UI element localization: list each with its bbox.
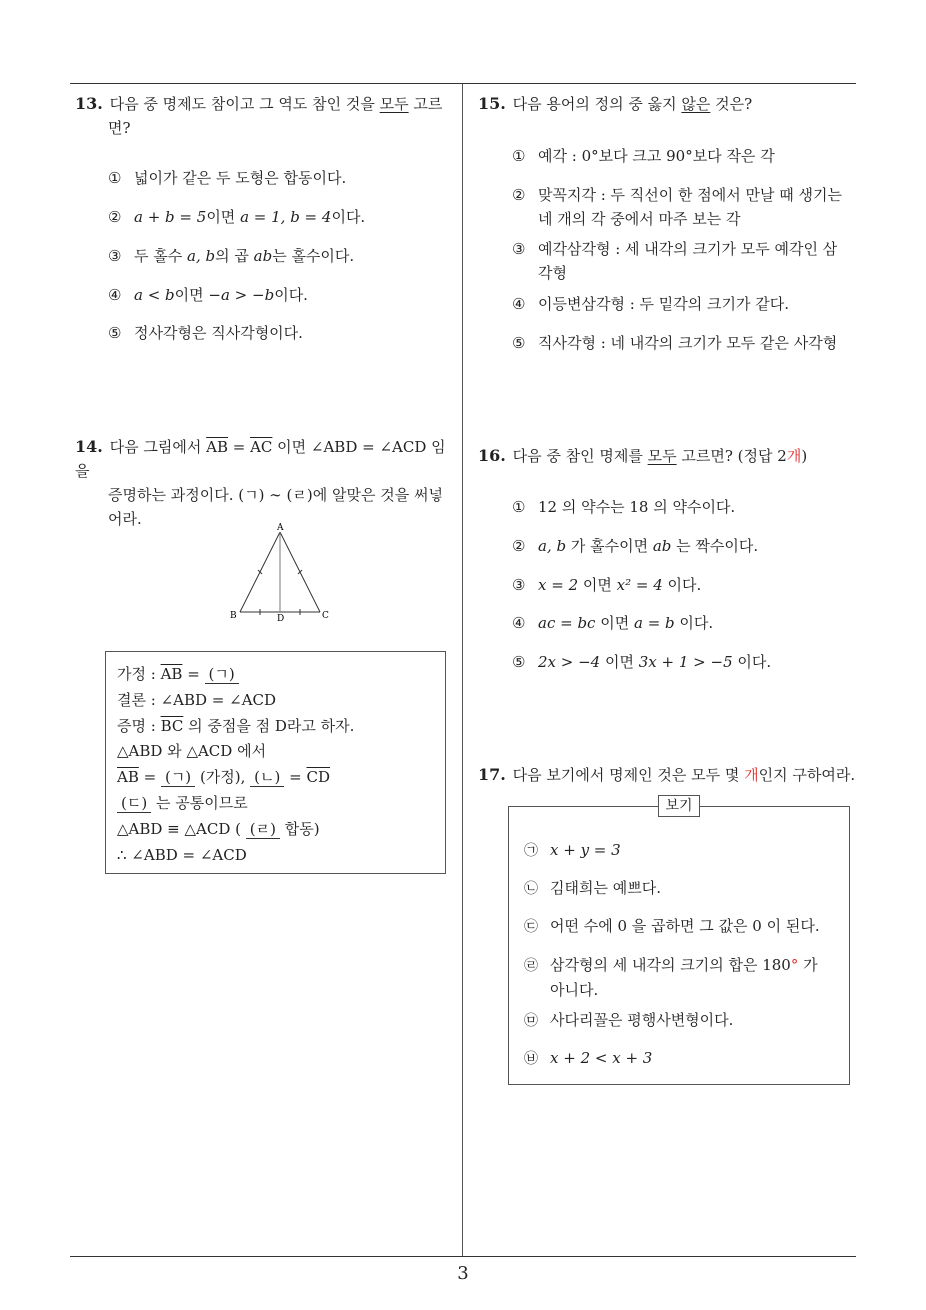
underlined-word: 모두	[379, 95, 409, 113]
q15-option-5: ⑤ 직사각형 : 네 내각의 크기가 모두 같은 사각형	[512, 334, 838, 352]
proof-line-6: (ㄷ) 는 공통이므로	[117, 791, 248, 815]
column-divider	[462, 84, 463, 1256]
bogi-item-3: ㉢ 어떤 수에 0 을 곱하면 그 값은 0 이 된다.	[524, 917, 820, 935]
q15-option-4: ④ 이등변삼각형 : 두 밑각의 크기가 같다.	[512, 295, 790, 313]
question-number: 14.	[75, 437, 103, 456]
blank-a: (ㄱ)	[205, 665, 239, 684]
underlined-word: 모두	[647, 447, 677, 465]
proof-line-2: 결론 : ∠ABD = ∠ACD	[117, 691, 277, 709]
question-text: 다음 중 명제도 참이고 그 역도 참인 것을	[109, 95, 380, 113]
proof-line-8: ∴ ∠ABD = ∠ACD	[117, 846, 247, 864]
bogi-item-2: ㉡ 김태희는 예쁘다.	[524, 879, 661, 897]
question-text-cont: 증명하는 과정이다. (ㄱ) ∼ (ㄹ)에 알맞은 것을 써넣	[108, 486, 443, 504]
label-a: A	[277, 523, 284, 533]
label-d: D	[277, 614, 285, 624]
blank-d: (ㄹ)	[246, 820, 280, 839]
proof-line-5: $\overline{AB}$ = (ㄱ) (가정), (ㄴ) = $\overline{CD}$	[117, 768, 330, 786]
q16-option-5: ⑤ 2x > −4 이면 3x + 1 > −5 이다.	[512, 653, 772, 671]
q15-option-3: ③ 예각삼각형 : 세 내각의 크기가 모두 예각인 삼 각형	[512, 240, 838, 282]
question-text-cont: 어라.	[108, 510, 142, 528]
q16-option-1: ① 12 의 약수는 18 의 약수이다.	[512, 498, 736, 516]
question-number: 16.	[478, 446, 506, 465]
triangle-figure	[222, 520, 342, 630]
label-c: C	[322, 611, 329, 621]
question-14: 14. 다음 그림에서 $\overline{AB} = \overline{AC}$ 이면 ∠ABD = ∠ACD 임을 증명하는 과정이다. (ㄱ) ∼ (ㄹ)에 알맞은 것을 써넣 어라.	[75, 435, 460, 531]
question-13	[75, 92, 460, 140]
bogi-item-6: ㉥ x + 2 < x + 3	[524, 1049, 653, 1067]
proof-line-7: △ABD ≡ △ACD ( (ㄹ) 합동)	[117, 820, 320, 838]
question-17: 17. 다음 보기에서 명제인 것은 모두 몇 개인지 구하여라.	[478, 765, 856, 784]
top-rule	[70, 83, 856, 84]
blank-c: (ㄷ)	[117, 794, 151, 813]
q13-option-3: ③ 두 홀수 a, b의 곱 ab는 홀수이다.	[108, 247, 355, 265]
bogi-item-4: ㉣ 삼각형의 세 내각의 크기의 합은 180° 가 아니다.	[524, 956, 818, 999]
blank-b: (ㄴ)	[250, 768, 284, 787]
q16-option-2: ② a, b 가 홀수이면 ab 는 짝수이다.	[512, 537, 759, 555]
blank-a: (ㄱ)	[161, 768, 195, 787]
q16-option-3: ③ x = 2 이면 x² = 4 이다.	[512, 576, 702, 594]
question-16: 16. 다음 중 참인 명제를 모두 고르면? (정답 2개)	[478, 446, 808, 465]
q15-option-2: ② 맞꼭지각 : 두 직선이 한 점에서 만날 때 생기는 네 개의 각 중에서 마주 보는 각	[512, 186, 843, 228]
question-number: 17.	[478, 765, 506, 784]
bogi-item-5: ㉤ 사다리꼴은 평행사변형이다.	[524, 1011, 734, 1029]
q13-option-2: ② a + b = 5이면 a = 1, b = 4이다.	[108, 208, 366, 226]
segment-ac: $\overline{AC}$	[250, 438, 273, 456]
q15-option-1: ① 예각 : 0°보다 크고 90°보다 작은 각	[512, 147, 775, 165]
q13-option-5: ⑤ 정사각형은 직사각형이다.	[108, 324, 303, 342]
q13-option-1: ① 넓이가 같은 두 도형은 합동이다.	[108, 169, 347, 187]
bottom-rule	[70, 1256, 856, 1257]
bogi-item-1: ㉠ x + y = 3	[524, 841, 621, 859]
q13-option-4: ④ a < b이면 −a > −b이다.	[108, 286, 308, 304]
proof-line-1: 가정 : $\overline{AB}$ = (ㄱ)	[117, 662, 239, 686]
question-text: 고르	[408, 95, 443, 113]
proof-line-3: 증명 : $\overline{BC}$ 의 중점을 점 D라고 하자.	[117, 717, 355, 735]
proof-line-4: △ABD 와 △ACD 에서	[117, 742, 267, 760]
label-b: B	[230, 611, 237, 621]
question-number: 13.	[75, 94, 103, 113]
question-15: 15. 다음 용어의 정의 중 옳지 않은 것은?	[478, 94, 753, 113]
question-text-cont: 면?	[108, 119, 131, 137]
bogi-title: 보기	[658, 795, 700, 817]
page-number: 3	[457, 1263, 469, 1284]
segment-ab: $\overline{AB}$	[206, 438, 228, 456]
question-number: 15.	[478, 94, 506, 113]
q16-option-4: ④ ac = bc 이면 a = b 이다.	[512, 614, 714, 632]
underlined-word: 않은	[681, 95, 711, 113]
